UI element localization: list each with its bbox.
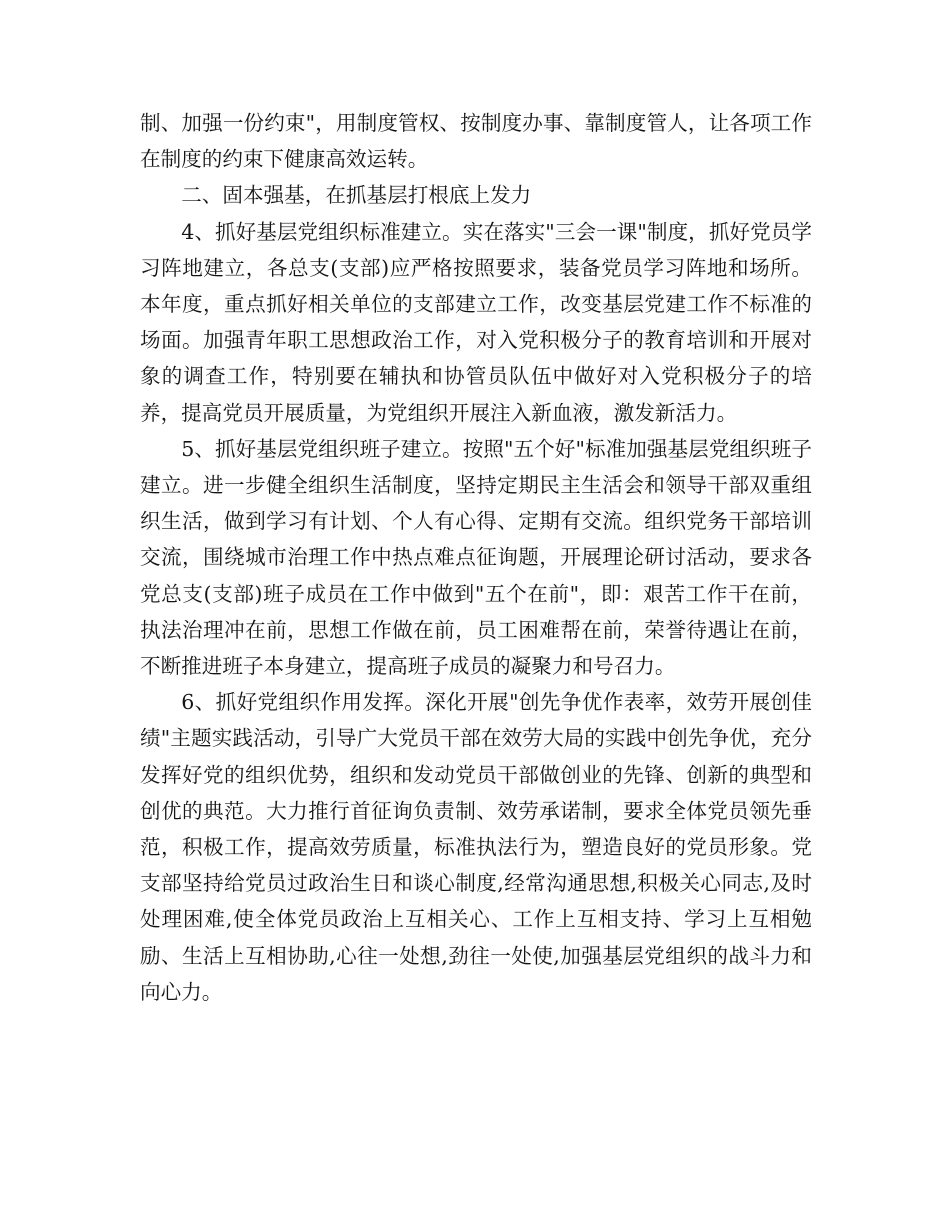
section-heading-two: 二、固本强基，在抓基层打根底上发力 <box>181 183 532 208</box>
paragraph-item-5: 5、抓好基层党组织班子建立。按照"五个好"标准加强基层党组织班子建立。进一步健全组织生活制度，坚持定期民主生活会和领导干部双重组织生活，做到学习有计划、个人有心得、定期有交流。组织党务干部培训交流，围绕城市治理工作中热点难点征询题，开展理论研讨活动，要求各党总支(支部)班子成员在工作中做到"五个在前"，即：艰苦工作干在前，执法治理冲在前，思想工作做在前，员工困难帮在前，荣誉待遇让在前，不断推进班子本身建立，提高班子成员的凝聚力和号召力。 <box>140 436 812 679</box>
paragraph-continuation: 制、加强一份约束"，用制度管权、按制度办事、靠制度管人，让各项工作在制度的约束下健康高效运转。 <box>140 111 812 172</box>
paragraph-item-4: 4、抓好基层党组织标准建立。实在落实"三会一课"制度，抓好党员学习阵地建立，各总支(支部)应严格按照要求，装备党员学习阵地和场所。本年度，重点抓好相关单位的支部建立工作，改变基层党建工作不标准的场面。加强青年职工思想政治工作，对入党积极分子的教育培训和开展对象的调查工作，特别要在辅执和协管员队伍中做好对入党积极分子的培养，提高党员开展质量，为党组织开展注入新血液，激发新活力。 <box>140 219 812 425</box>
paragraph-item-6: 6、抓好党组织作用发挥。深化开展"创先争优作表率，效劳开展创佳绩"主题实践活动，引导广大党员干部在效劳大局的实践中创先争优，充分发挥好党的组织优势，组织和发动党员干部做创业的先锋、创新的典型和创优的典范。大力推行首征询负责制、效劳承诺制，要求全体党员领先垂范，积极工作，提高效劳质量，标准执法行为，塑造良好的党员形象。党支部坚持给党员过政治生日和谈心制度,经常沟通思想,积极关心同志,及时处理困难,使全体党员政治上互相关心、工作上互相支持、学习上互相勉励、生活上互相协助,心往一处想,劲往一处使,加强基层党组织的战斗力和向心力。 <box>140 690 812 1004</box>
document-page <box>140 105 812 1010</box>
